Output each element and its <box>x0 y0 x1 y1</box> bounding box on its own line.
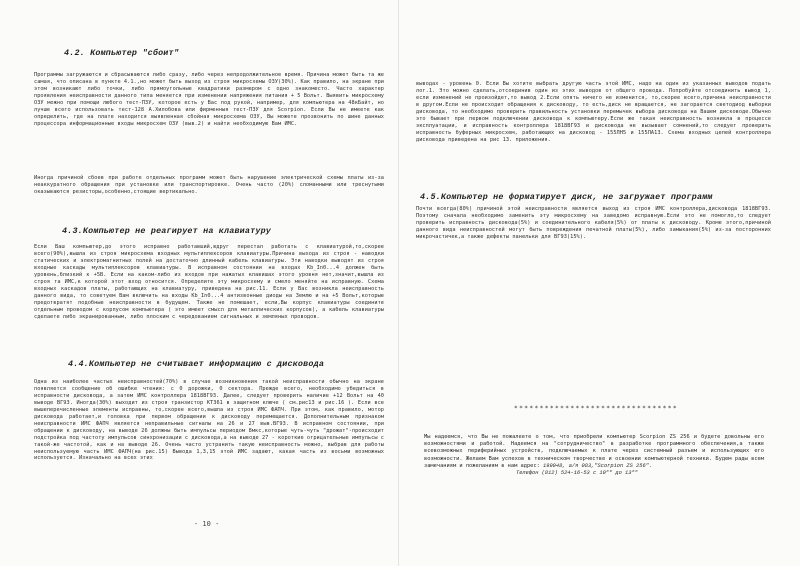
section-4-5-body: Почти всегда(80%) причиной этой неисправности является выход из строя ИМС контроллера,дисковода 1818ВГ93. Поэтому сначала необходимо заменить эту микросхему на заведомо исправную.Если это не помогло,то следует проверить исправность дисковода(5%) и соединительного кабеля(5%) от платы к дисководу. Кроме этого,причиной данного вида неисправностей могут быть повреждения печатной платы(5%), либо замыкания(5%) из-за посторонних микрочастичек,а также дефекты панельки для ВГ93(15%). <box>416 206 771 240</box>
section-4-3-body: Если Ваш компьютер,до этого исправно работавший,вдруг перестал работать с клавиатурой,то,скорее всего(90%),вышла из строя микросхема входных мультиплексоров клавиатуры.Причина выхода из строя - наводки статических и электромагнитных полей на достаточно длинный кабель клавиатуры. Эти наводки выводят из строя входные каскады мультиплексоров клавиатуры. В исправном состоянии на входах Kb_In0...4 должен быть уровень,близкий к +5В. Если на каком-либо из входов при нажатых клавишах этого уровня нет,значит,вышла из строя та ИМС,к которой этот вход относится. Определите эту микросхему и смело меняйте на исправную. Схема входных каскадов платы, работающих на клавиатуру, приведена на рис.11. Если у Вас возникла неисправность данного вида, то советуем Вам включить на входы Kb_In0...4 антизвонные диоды на Землю и на +5 Вольт,которые предотвратят подобные неисправности в будущем. Также не помешает, если,Вы корпус клавиатуры соедините отдельным проводом с корпусом компьютера ( это имеет смысл для металлических корпусов), а кабель клавиатуры сделаете либо экранированным, либо плоским с чередованием сигнальных и земляных проводов. <box>34 244 384 320</box>
section-4-2-body: Программы загружаются и сбрасываются либо сразу, либо через непродолжительное время. Причина может быть та же самая, что описана в пункте 4.1.,но может быть выход из строя микросхемы ОЗУ(30%). Как правило, на экране при этом возникают либо точки, либо прямоугольные квадратики размером с одно знакоместо. Часто характер проявления неисправности данного типа меняется при изменении напряжения питания + 5 Вольт. Выявить микросхему ОЗУ можно при помощи любого тест-ПЗУ, которое есть у Вас под рукой, например, для компьютера на 48кБайт, но лучше всего использовать тест-128 А.Хилобова или фирменныя тест-ПЗУ для Scorpion. Если Вы не имеете как определить, где на плате находится выявленная сбойная микросхема ОЗУ, Вы можете прозвонить по шине данных процессора информационные входы микросхем ОЗУ (выв.2) и найти необходимую Вам ИМС. <box>34 72 384 127</box>
separator-stars: ******************************** <box>514 405 679 412</box>
page-fold <box>398 0 399 566</box>
section-4-4-heading: 4.4.Компьютер не считывает информацию с дисковода <box>68 359 325 369</box>
section-4-5-heading: 4.5.Компьютер не форматирует диск, не загружает программ <box>420 192 713 202</box>
closing-text: Мы надеемся, что Вы не пожалеете о том, что приобрели компьютер Scorpion ZS 256 и будете довольны его возможностями и работой. Надеемся на "сотрудничество" в разработке программного обеспечения,а также всевозможных периферийных устройств, подключаемых к плате через системный разъем и использующих его возможности. Желаем Вам успехов в техническом творчестве и освоении компьютерной техники. Будем рады всем замечаниям и пожеланиям в нам адрес: <box>424 434 764 469</box>
section-4-4-continuation: выводах - уровень 0. Если Вы хотите выбрать другую часть этой ИМС, надо на один из указанных выводов подать лог.1. Это можно сделать,отсоединив один из этих выводов от общего провода. Попробуйте отсоединить вывод 1, если изменений не произойдет,то вывод 2.Если опять ничего не изменится, то,скорее всего,причина неисправности в другом.Если не происходит обращения к дисководу, то есть,диск не вращается, не загорается светодиод выборки дисковода, то необходимо проверить правильность установки перемычек выбора дисковода на Вашем дисководе.Обычно это бывает при первом подключении дисковода к компьютеру.Если же такая неисправность возникла в процессе эксплуатации, и исправность контроллера 1818ВГ93 и дисковода не вызывает сомнений,то следует проверить исправность буферных микросхем, работающих на дисковод - 155ЛН5 и 155ЛА13. Схема входных цепей контроллера дисковода приведена на рис 13. приложения. <box>416 81 771 143</box>
closing-phone: Телефон (812) 524-16-53 с 10⁰⁰ до 13⁰⁰ <box>516 470 638 477</box>
closing-address: 199048, а/я 083,"Scorpion ZS 256". <box>543 462 653 469</box>
closing-message <box>424 434 764 477</box>
section-4-2-heading: 4.2. Компьютер "сбоит" <box>64 48 179 58</box>
section-4-2-body-2: Иногда причиной сбоев при работе отдельных программ может быть нарушение электрической схемы платы из-за неаккуратного обращения при установке или транспортировке. Очень часто (20%) сломанными или треснутыми оказываются резисторы,особенно,стоящие вертикально. <box>34 175 384 195</box>
page-number: - 10 - <box>194 520 220 528</box>
section-4-3-heading: 4.3.Компьютер не реагирует на клавиатуру <box>62 226 272 236</box>
section-4-4-body: Одна из наиболее частых неисправностей(70%) в случае возникновения такой неисправности обычно на экране появляется сообщение об ошибке чтения: с 0 дорожки, 0 сектора. Прежде всего, необходимо убедиться в исправности дисковода, а затем ИМС контроллера 1818ВГ93. Далее, следует проверить наличие +12 Вольт на 40 выводе ВГ93. Иногда(30%) выходит из строя транзистор КТ361 в защитном ключе ( см.рис13 и рис.16 ). Если все вышеперечисленные элементы исправны, то,скорее всего,вышла из строя ИМС ФАПЧ. При этом, как правило, мотор дисковода работает,и головка при первом обращении к дисководу перемещается. Дополнительным признаком неисправности ИМС ФАПЧ является неправильные сигналы на 26 и 27 выв.ВГ93. В исправном состоянии, при обращении к дисководу, на выводе 26 должны быть импульсы периодом 8мкс,которые чуть-чуть "дрожат"-происходит подстройка под частоту импульсов синхронизации с дисковода,а на выводе 27 - короткие отрицательные импульсы с такой-же частотой, как и на выводе 26. Очень часто устранить такую неисправность можно, выбрав для работы неиспользуемую часть ИМС ФАПЧ(на рис.15) Вывода 1,3,15 этой ИМС задают, какая часть из восьми возможных используется. Изначально на всех этих <box>34 379 384 462</box>
left-column <box>34 0 384 566</box>
right-column <box>416 0 771 566</box>
